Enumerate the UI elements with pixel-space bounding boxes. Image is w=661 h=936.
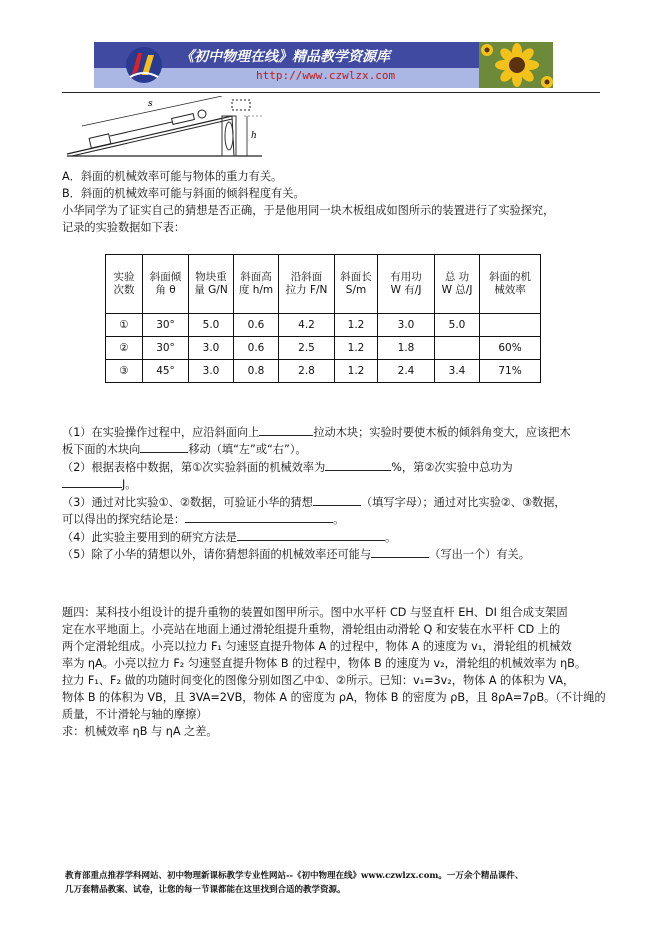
sunflower-image bbox=[479, 42, 553, 88]
table-cell: 5.0 bbox=[189, 314, 234, 337]
table-cell: 3.0 bbox=[189, 337, 234, 360]
problem-4-line: 物体 B 的体积为 VB，且 3VA=2VB，物体 A 的密度为 ρA，物体 B 的密度为 ρB，且 8ρA=7ρB。（不计绳的 bbox=[62, 691, 606, 704]
table-cell: ③ bbox=[106, 360, 143, 383]
problem-4-line: 率为 ηA。小亮以拉力 F₂ 匀速竖直提升物体 B 的过程中，物体 B 的速度为 v₂，滑轮组的机械效率为 ηB。 bbox=[62, 657, 587, 670]
problem-4-line: 求：机械效率 ηB 与 ηA 之差。 bbox=[62, 725, 218, 738]
table-row bbox=[106, 337, 541, 360]
answer-blank[interactable] bbox=[185, 512, 333, 523]
table-cell: 3.0 bbox=[189, 360, 234, 383]
table-cell: 1.2 bbox=[335, 360, 378, 383]
question-2-line-2: J。 bbox=[62, 476, 137, 492]
table-cell: 71% bbox=[480, 360, 541, 383]
answer-blank[interactable] bbox=[371, 547, 429, 558]
header-angle: 斜面倾 角 θ bbox=[143, 255, 189, 314]
problem-4-line: 拉力 F₁、F₂ 做的功随时间变化的图像分别如图乙中①、②所示。已知：v₁=3v₂，物体 A 的体积为 VA， bbox=[62, 674, 575, 687]
question-3-line-2: 可以得出的探究结论是： 。 bbox=[62, 513, 345, 526]
header-efficiency: 斜面的机 械效率 bbox=[480, 255, 541, 314]
answer-blank[interactable] bbox=[237, 530, 385, 541]
question-1-line-1: （1）在实验操作过程中，应沿斜面向上 拉动木块；实验时要使木板的倾斜角变大，应该把木 bbox=[62, 426, 571, 439]
question-2-line-1: （2）根据表格中数据，第①次实验斜面的机械效率为 %，第②次实验中总功为 bbox=[62, 461, 513, 474]
table-cell: 1.2 bbox=[335, 337, 378, 360]
table-cell: 4.2 bbox=[279, 314, 335, 337]
answer-blank[interactable] bbox=[259, 425, 313, 436]
header-trial: 实验 次数 bbox=[106, 255, 143, 314]
problem-4-line: 两个定滑轮组成。小亮以拉力 F₁ 匀速竖直提升物体 A 的过程中，物体 A 的速度为 v₁，滑轮组的机械效 bbox=[62, 640, 572, 653]
header-height: 斜面高 度 h/m bbox=[234, 255, 279, 314]
question-4: （4）此实验主要用到的研究方法是 。 bbox=[62, 531, 397, 544]
question-5: （5）除了小华的猜想以外，请你猜想斜面的机械效率还可能与 （写出一个）有关。 bbox=[62, 548, 530, 561]
table-cell: 5.0 bbox=[435, 314, 480, 337]
header-rule bbox=[62, 92, 600, 93]
table-cell: 60% bbox=[480, 337, 541, 360]
site-logo bbox=[124, 45, 164, 85]
banner-title: 《初中物理在线》精品教学资源库 bbox=[180, 49, 390, 65]
intro-line-1: 小华同学为了证实自己的猜想是否正确，于是他用同一块木板组成如图所示的装置进行了实验探究， bbox=[62, 204, 555, 217]
figure-label-h: h bbox=[251, 131, 257, 141]
header-total-work: 总 功 W 总/J bbox=[435, 255, 480, 314]
table-cell: 30° bbox=[143, 314, 189, 337]
footer-line-1: 教育部重点推荐学科网站、初中物理新课标教学专业性网站--《初中物理在线》www.czwlzx.com。一万余个精品课件、 bbox=[65, 871, 524, 881]
problem-4-line: 定在水平地面上。小亮站在地面上通过滑轮组提升重物，滑轮组由动滑轮 Q 和安装在水平杆 CD 上的 bbox=[62, 623, 561, 636]
answer-blank[interactable] bbox=[325, 460, 391, 471]
table-cell: 3.0 bbox=[378, 314, 435, 337]
header-force: 沿斜面 拉力 F/N bbox=[279, 255, 335, 314]
header-weight: 物块重 量 G/N bbox=[189, 255, 234, 314]
table-cell: 2.5 bbox=[279, 337, 335, 360]
table-cell: 1.2 bbox=[335, 314, 378, 337]
table-cell: ② bbox=[106, 337, 143, 360]
table-cell: 0.8 bbox=[234, 360, 279, 383]
problem-4-line: 质量，不计滑轮与轴的摩擦） bbox=[62, 708, 208, 721]
header-useful-work: 有用功 W 有/J bbox=[378, 255, 435, 314]
incline-figure bbox=[62, 96, 282, 166]
table-row bbox=[106, 314, 541, 337]
answer-blank[interactable] bbox=[140, 442, 188, 453]
table-cell: 2.4 bbox=[378, 360, 435, 383]
experiment-table bbox=[105, 254, 541, 383]
table-cell: ① bbox=[106, 314, 143, 337]
footer-line-2: 几万套精品教案、试卷，让您的每一节课都能在这里找到合适的教学资源。 bbox=[65, 885, 346, 895]
table-row bbox=[106, 360, 541, 383]
banner-url[interactable]: http://www.czwlzx.com bbox=[256, 69, 396, 82]
figure-label-s: s bbox=[148, 99, 153, 109]
table-cell: 1.8 bbox=[378, 337, 435, 360]
table-cell: 0.6 bbox=[234, 337, 279, 360]
table-cell: 3.4 bbox=[435, 360, 480, 383]
table-cell: 45° bbox=[143, 360, 189, 383]
table-cell: 30° bbox=[143, 337, 189, 360]
answer-blank[interactable] bbox=[62, 477, 122, 488]
table-header-row bbox=[106, 255, 541, 314]
table-cell bbox=[435, 337, 480, 360]
question-1-line-2: 板下面的木块向 移动（填“左”或“右”）。 bbox=[62, 443, 307, 456]
table-cell: 2.8 bbox=[279, 360, 335, 383]
hypothesis-a: A．斜面的机械效率可能与物体的重力有关。 bbox=[62, 170, 283, 183]
answer-blank[interactable] bbox=[313, 495, 361, 506]
header-banner bbox=[94, 42, 553, 88]
table-cell: 0.6 bbox=[234, 314, 279, 337]
problem-4-line: 题四：某科技小组设计的提升重物的装置如图甲所示。图中水平杆 CD 与竖直杆 EH、DI 组合成支架固 bbox=[62, 606, 568, 619]
table-cell bbox=[480, 314, 541, 337]
question-3-line-1: （3）通过对比实验①、②数据，可验证小华的猜想 （填写字母）；通过对比实验②、③数据， bbox=[62, 496, 566, 509]
header-length: 斜面长 S/m bbox=[335, 255, 378, 314]
hypothesis-b: B．斜面的机械效率可能与斜面的倾斜程度有关。 bbox=[62, 187, 305, 200]
intro-line-2: 记录的实验数据如下表： bbox=[62, 221, 186, 234]
